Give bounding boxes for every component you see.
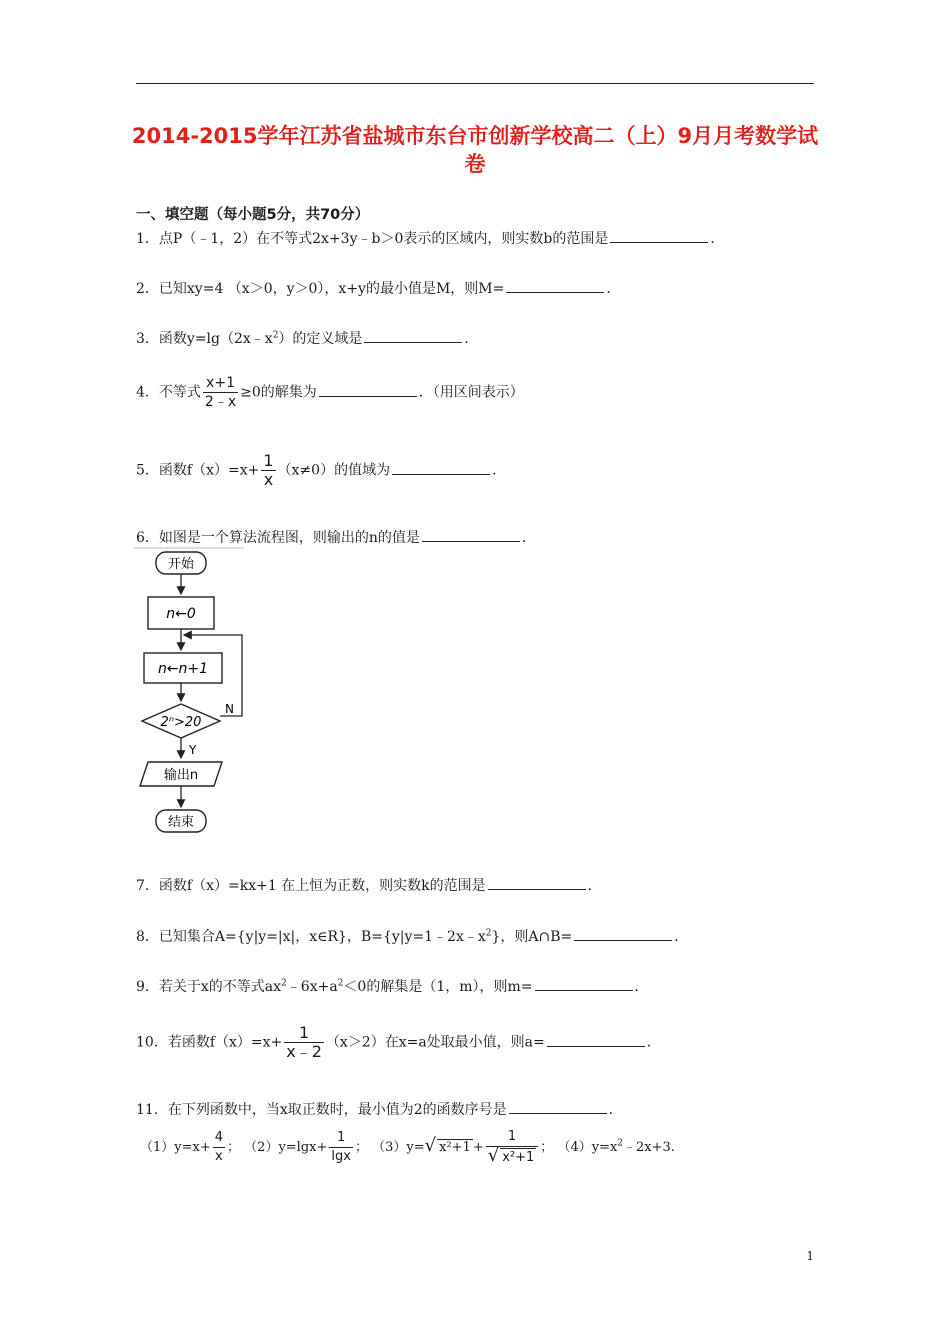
answer-blank[interactable]	[392, 460, 490, 475]
flow-start-label: 开始	[167, 557, 195, 572]
flow-init-label: n←0	[166, 606, 196, 622]
answer-blank[interactable]	[422, 527, 520, 542]
flow-yes-label: Y	[189, 743, 197, 757]
fraction: $\frac{1}{x﹣2}$	[286, 1023, 322, 1061]
header-rule	[136, 83, 814, 84]
flow-output-label: 输出n	[163, 768, 199, 783]
fraction: $\frac{1}{\lg x}$	[331, 1130, 351, 1164]
question-10: 10．若函数f（x）=x+ $\frac{1}{x﹣2}$ （x＞2）在x=a处取最小值，则a= ．	[136, 1023, 661, 1061]
question-text: 7．函数f（x）=kx+1 在上恒为正数，则实数k的范围是	[136, 878, 486, 894]
answer-blank[interactable]	[488, 875, 586, 890]
answer-blank[interactable]	[506, 278, 604, 293]
fraction: $\frac{1}{x}$	[263, 451, 274, 489]
flowchart	[134, 546, 246, 838]
answer-blank[interactable]	[364, 328, 462, 343]
sqrt-icon: √	[487, 1145, 500, 1166]
flow-end-label: 结束	[167, 815, 195, 830]
section-heading: 一、填空题（每小题5分，共70分）	[136, 207, 370, 223]
answer-blank[interactable]	[547, 1032, 645, 1047]
fraction: $\frac{4}{x}$	[214, 1130, 224, 1164]
question-6: 6．如图是一个算法流程图，则输出的n的值是 ．	[136, 527, 536, 547]
question-1: 1．点P（﹣1，2）在不等式2x+3y﹣b＞0表示的区域内，则实数b的范围是 ．	[136, 228, 724, 248]
question-text: 2．已知xy=4 （x＞0，y＞0），x+y的最小值是M，则M=	[136, 281, 505, 297]
question-3: 3．函数$y=\lg(2x﹣x^2)$的定义域是 ．	[136, 328, 478, 348]
flow-step-label: n←n+1	[157, 661, 209, 677]
fraction: $\frac{x+1}{2﹣x}$	[204, 375, 237, 410]
answer-blank[interactable]	[574, 926, 672, 941]
page-number: 1	[806, 1249, 814, 1263]
question-8: 8．已知集合A={y|y=|x|，x∈R}，$B=\{y|y=1﹣2x﹣x^2\}$，则A∩B= ．	[136, 926, 688, 946]
fraction: $\frac{1}{\text{√ x²+1}}$	[486, 1128, 539, 1167]
flow-decision-label: 2ⁿ>20	[160, 715, 202, 730]
question-11: 11．在下列函数中，当x取正数时，最小值为2的函数序号是 ．	[136, 1099, 623, 1119]
answer-blank[interactable]	[610, 228, 708, 243]
page-title: 2014-2015学年江苏省盐城市东台市创新学校高二（上）9月月考数学试卷	[131, 124, 819, 176]
answer-blank[interactable]	[535, 976, 633, 991]
question-5: 5．函数f（x）=x+ $\frac{1}{x}$ （x≠0）的值域为 ．	[136, 451, 507, 489]
question-text: 6．如图是一个算法流程图，则输出的n的值是	[136, 530, 420, 546]
question-2: 2．已知xy=4 （x＞0，y＞0），x+y的最小值是M，则M= ．	[136, 278, 620, 298]
question-7: 7．函数f（x）=kx+1 在上恒为正数，则实数k的范围是 ．	[136, 875, 602, 895]
question-text: 11．在下列函数中，当x取正数时，最小值为2的函数序号是	[136, 1102, 507, 1118]
answer-blank[interactable]	[319, 382, 417, 397]
sqrt-icon: √	[424, 1135, 437, 1156]
question-11-options: （1）y=x+ $\frac{4}{x}$ ； （2）y=lgx+ $\frac{1}{\lg x}$ ； （3）y=√ x²+1 + $\frac{1}{\text{√ x²+1}}$ ； $(4)y=x^2﹣2x+3$.	[140, 1129, 675, 1166]
question-9: 9．若关于x的不等式$ax^2﹣6x+a^2<0$的解集是（1，m），则m= ．	[136, 976, 649, 996]
question-text: 1．点P（﹣1，2）在不等式2x+3y﹣b＞0表示的区域内，则实数b的范围是	[136, 231, 609, 247]
flow-no-label: N	[225, 702, 234, 716]
question-4: 4．不等式 $\frac{x+1}{2﹣x}$ ≥0的解集为 ．（用区间表示）	[136, 375, 524, 410]
answer-blank[interactable]	[509, 1099, 607, 1114]
